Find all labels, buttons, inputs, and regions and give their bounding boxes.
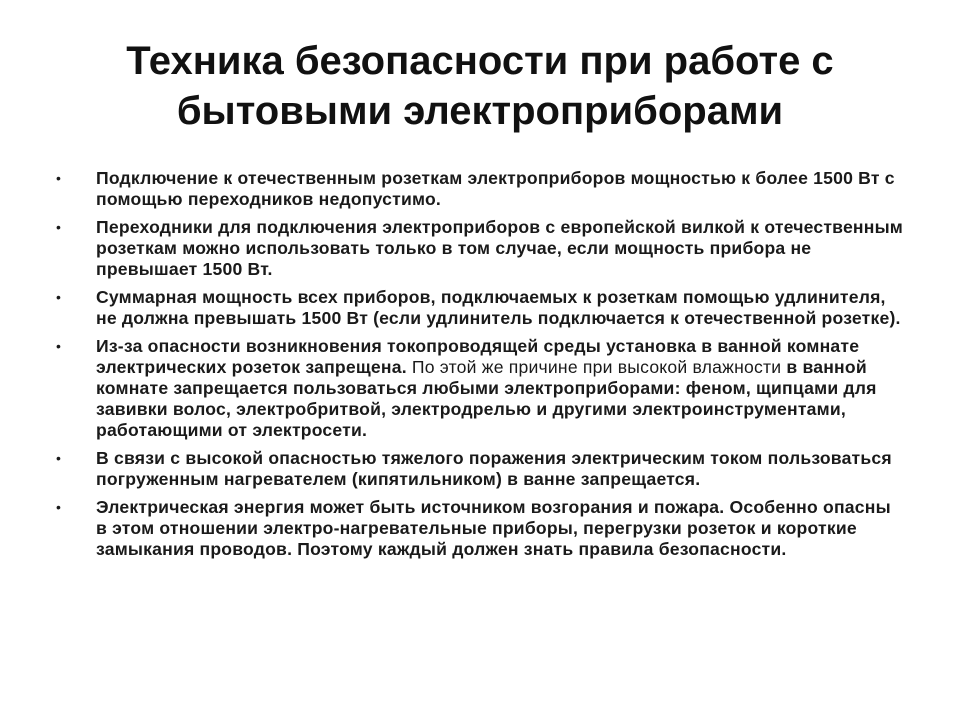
bullet-list (56, 168, 906, 567)
bullet-item-4 (56, 336, 906, 441)
bullet-dot-icon: • (56, 219, 62, 235)
slide-title (40, 36, 920, 136)
bullet-item-2 (56, 217, 906, 280)
bullet-text-2: Переходники для подключения электроприборов с европейской вилкой к отечественным розеткам можно использовать только в том случае, если мощность прибора не превышает 1500 Вт. (96, 217, 904, 279)
bullet-item-3 (56, 287, 906, 329)
bullet-item-1 (56, 168, 906, 210)
bullet-text-4a: Из-за опасности возникновения токопроводящей среды установка в ванной комнате электрических розеток запрещена. (96, 336, 860, 377)
bullet-dot-icon: • (56, 338, 62, 354)
bullet-dot-icon: • (56, 450, 62, 466)
bullet-item-6 (56, 497, 906, 560)
title-line-1: Техника безопасности при работе с (126, 39, 834, 83)
bullet-dot-icon: • (56, 170, 62, 186)
bullet-dot-icon: • (56, 289, 62, 305)
bullet-dot-icon: • (56, 499, 62, 515)
bullet-text-5: В связи с высокой опасностью тяжелого поражения электрическим током пользоваться погруженным нагревателем (кипятильником) в ванне запрещается. (96, 448, 892, 489)
title-line-2: бытовыми электроприборами (176, 89, 784, 133)
bullet-item-5 (56, 448, 906, 490)
bullet-text-3: Суммарная мощность всех приборов, подключаемых к розеткам помощью удлинителя, не должна превышать 1500 Вт (если удлинитель подключается к отечественной розетке). (96, 287, 901, 328)
bullet-text-1: Подключение к отечественным розеткам электроприборов мощностью к более 1500 Вт с помощью переходников недопустимо. (96, 168, 895, 209)
bullet-text-4b: По этой же причине при высокой влажности (411, 357, 782, 377)
bullet-text-4c: в ванной комнате запрещается пользоваться любыми электроприборами: феном, щипцами для завивки волос, электробритвой, электродрелью и другими электроинструментами, работающими от электросети. (96, 357, 877, 440)
bullet-text-6: Электрическая энергия может быть источником возгорания и пожара. Особенно опасны в этом отношении электро-нагревательные приборы, перегрузки розеток и короткие замыкания проводов. Поэтому каждый должен знать правила безопасности. (96, 497, 891, 559)
